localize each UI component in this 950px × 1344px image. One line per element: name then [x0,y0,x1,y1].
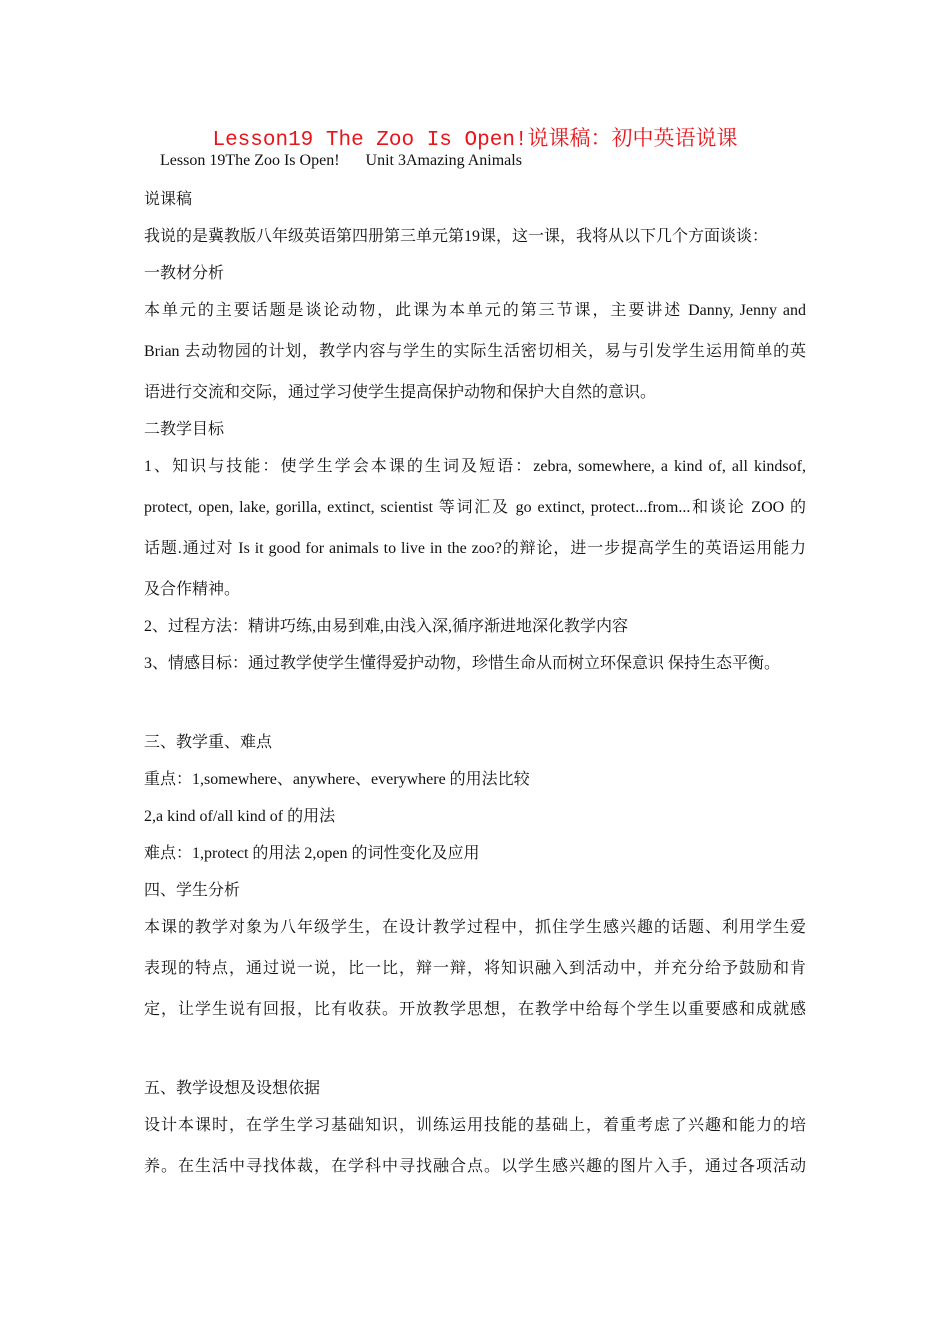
section-heading-5: 五、教学设想及设想依据 [144,1080,321,1097]
paragraph-line: 1、知识与技能：使学生学会本课的生词及短语：zebra, somewhere, a kind of, all kindsof, [144,458,806,475]
paragraph-line: 3、情感目标：通过教学使学生懂得爱护动物，珍惜生命从而树立环保意识 保持生态平衡。 [144,655,781,672]
section-heading-2: 二教学目标 [144,421,225,438]
paragraph-line: 2,a kind of/all kind of 的用法 [144,808,336,825]
paragraph-line: 本课的教学对象为八年级学生，在设计教学过程中，抓住学生感兴趣的话题、利用学生爱 [144,919,806,936]
paragraph-line: 养。在生活中寻找体裁，在学科中寻找融合点。以学生感兴趣的图片入手，通过各项活动 [144,1158,806,1175]
paragraph-line: 语进行交流和交际，通过学习使学生提高保护动物和保护大自然的意识。 [144,384,657,401]
paragraph-line: 话题.通过对 Is it good for animals to live in the zoo?的辩论，进一步提高学生的英语运用能力 [144,540,806,557]
document-subtitle [160,152,522,170]
paragraph-line: 定，让学生说有回报，比有收获。开放教学思想，在教学中给每个学生以重要感和成就感 [144,1001,806,1018]
section-heading-4: 四、学生分析 [144,882,241,899]
paragraph-line: 及合作精神。 [144,581,241,598]
intro-paragraph: 我说的是冀教版八年级英语第四册第三单元第19课，这一课，我将从以下几个方面谈谈： [144,228,769,245]
heading-shuokegao: 说课稿 [144,191,193,208]
paragraph-line: 2、过程方法：精讲巧练,由易到难,由浅入深,循序渐进地深化教学内容 [144,618,629,635]
paragraph-line: Brian 去动物园的计划，教学内容与学生的实际生活密切相关，易与引发学生运用简单的英 [144,343,806,360]
section-heading-1: 一教材分析 [144,265,225,282]
paragraph-line: protect, open, lake, gorilla, extinct, scientist 等词汇及 go extinct, protect...from...和谈论 ZOO 的 [144,499,806,516]
paragraph-line: 本单元的主要话题是谈论动物，此课为本单元的第三节课，主要讲述 Danny, Jenny and [144,302,806,319]
paragraph-line: 难点：1,protect 的用法 2,open 的词性变化及应用 [144,845,480,862]
lesson-label: Lesson 19The Zoo Is Open! [160,152,340,169]
section-heading-3: 三、教学重、难点 [144,734,273,751]
unit-label: Unit 3Amazing Animals [365,152,522,169]
paragraph-line: 设计本课时，在学生学习基础知识，训练运用技能的基础上，着重考虑了兴趣和能力的培 [144,1117,806,1134]
paragraph-line: 表现的特点，通过说一说，比一比，辩一辩，将知识融入到活动中，并充分给予鼓励和肯 [144,960,806,977]
paragraph-line: 重点：1,somewhere、anywhere、everywhere 的用法比较 [144,771,530,788]
document-title: Lesson19 The Zoo Is Open!说课稿：初中英语说课 [212,129,738,152]
